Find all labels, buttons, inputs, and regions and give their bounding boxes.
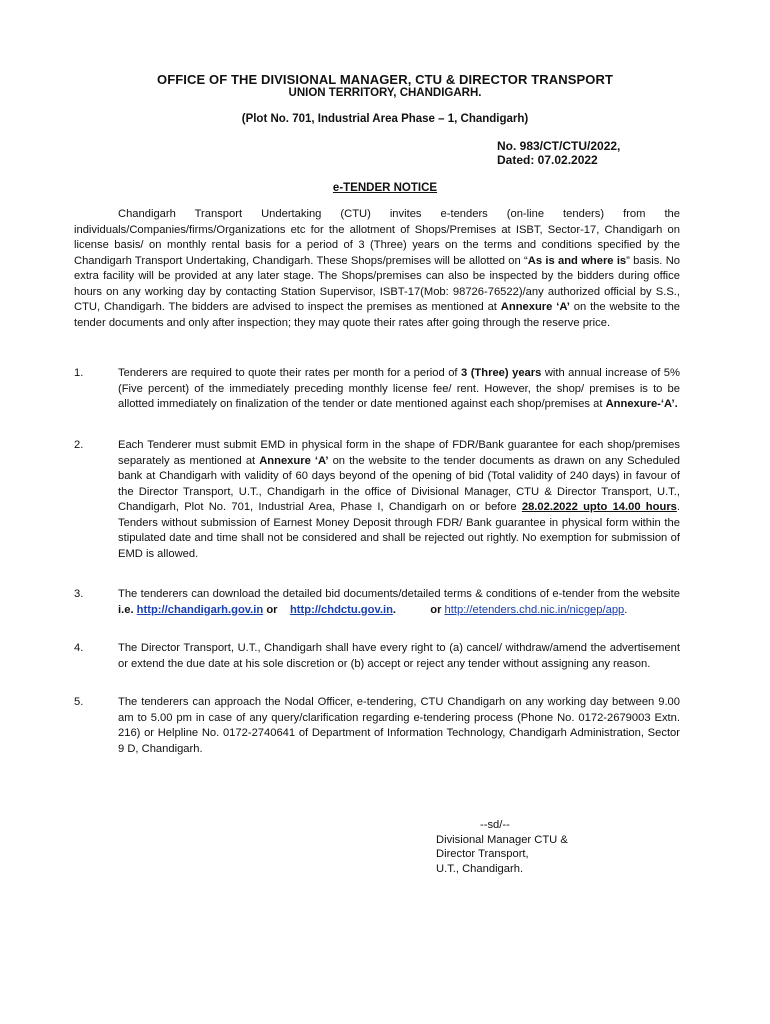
item-number: 1. [74, 367, 84, 379]
list-item-2 [74, 438, 680, 562]
intro-bold-as-is: As is and where is [527, 254, 627, 267]
item-2-bold-annexure: Annexure ‘A’ [259, 454, 329, 467]
item-text: The tenderers can approach the Nodal Officer, e-tendering, CTU Chandigarh on any working day between 9.00 am to 5.00 pm in case of any query/clarification regarding e-tendering process (Phone No. 0172-2679003 Extn. 216) or Helpline No. 0172-2740641 of Department of Information Technology, Chandigarh Administration, Sector 9 D, Chandigarh. [118, 696, 680, 755]
item-number: 4. [74, 642, 84, 654]
chandigarh-gov-link[interactable]: http://chandigarh.gov.in [136, 603, 264, 616]
signature-designation: Divisional Manager CTU & [436, 833, 568, 846]
item-3-or-1: or [266, 603, 278, 616]
item-2-deadline: 28.02.2022 upto 14.00 hours [521, 501, 677, 513]
item-number: 3. [74, 588, 84, 600]
item-text: The Director Transport, U.T., Chandigarh shall have every right to (a) cancel/ withdraw/amend the advertisement or extend the due date at his sole discretion or (b) accept or reject any tender without assigning any reason. [118, 642, 680, 670]
list-item-4 [74, 641, 680, 672]
office-subheading: UNION TERRITORY, CHANDIGARH. [288, 87, 482, 99]
list-item-1 [74, 366, 680, 413]
signature-block [436, 818, 568, 876]
item-3-or-2: or [430, 603, 442, 616]
intro-bold-annexure: Annexure ‘A’ [500, 301, 570, 313]
intro-text-2: ” basis. No extra facility will be provided at any later stage. The Shops/premises can also be inspected by the bidders during office hours on any working day by contacting Station Supervisor, ISBT-17(Mob: 98726-76522)/any authorized official by S.S., CTU, Chandigarh. The bidders are advised to inspect the premises as mentioned at [74, 254, 680, 313]
item-number: 2. [74, 439, 84, 451]
item-text [118, 587, 680, 618]
item-1-bold-years: 3 (Three) years [461, 367, 542, 379]
item-1-bold-annexure: Annexure-‘A’. [605, 398, 678, 410]
signature-location: U.T., Chandigarh. [436, 862, 524, 875]
office-address: (Plot No. 701, Industrial Area Phase – 1, Chandigarh) [241, 113, 529, 125]
reference-block [497, 139, 620, 167]
notice-title [0, 182, 770, 194]
item-2-text-a: Each Tenderer must submit EMD in physical form in the shape of FDR/Bank guarantee for each shop/premises separately as mentioned at [118, 439, 680, 467]
item-3-end: . [624, 603, 628, 616]
reference-date: Dated: 07.02.2022 [497, 153, 598, 167]
item-3-ie: i.e. [118, 603, 134, 616]
list-item-5 [74, 695, 680, 757]
signature-sd: --sd/-- [480, 819, 510, 831]
notice-title-text: e-TENDER NOTICE [332, 182, 438, 194]
item-1-text-c: with annual increase of 5% (Five percent) of the immediately preceding monthly license fee/ rent. However, the shop/ premises is to be allotted immediately on finalization of the tender or date mentioned against each shop/premises at [118, 367, 680, 410]
intro-text-1: Chandigarh Transport Undertaking (CTU) invites e-tenders (on-line tenders) from the individuals/Companies/firms/Organizations etc for the allotment of Shops/Premises at ISBT, Sector-17, Chandigarh on license basis/ on monthly rental basis for a period of 3 (Three) years on the terms and conditions specified by the Chandigarh Transport Undertaking, Chandigarh. These Shops/premises will be allotted on “ [74, 208, 680, 267]
reference-number: No. 983/CT/CTU/2022, [497, 139, 621, 153]
item-2-text-e: . Tenders without submission of Earnest Money Deposit through FDR/ Bank guarantee in physical form within the stipulated date and time shall not be considered and shall be rejected out rightly. No exemption for submission of EMD is allowed. [118, 501, 680, 560]
item-3-text-a: The tenderers can download the detailed bid documents/detailed terms & conditions of e-tender from the website [118, 588, 680, 600]
signature-title: Director Transport, [436, 848, 529, 860]
intro-text-3: on the website to the tender documents and only after inspection; they may quote their rates after going through the reserve price. [74, 301, 681, 329]
office-heading: OFFICE OF THE DIVISIONAL MANAGER, CTU & DIRECTOR TRANSPORT [157, 72, 613, 87]
item-2-text-c: on the website to the tender documents as drawn on any Scheduled bank at Chandigarh with validity of 60 days beyond of the opening of bid (Total validity of 240 days) in favour of the Director Transport, U.T., Chandigarh in the office of Divisional Manager, CTU & Director Transport, U.T., Chandigarh, Plot No. 701, Industrial Area, Phase I, Chandigarh on or before [118, 454, 680, 513]
item-number: 5. [74, 696, 84, 708]
etenders-link[interactable]: http://etenders.chd.nic.in/nicgep/app [444, 603, 625, 616]
item-text [118, 438, 680, 562]
item-3-dot: . [392, 603, 397, 616]
item-1-text-a: Tenderers are required to quote their rates per month for a period of [118, 367, 462, 379]
intro-paragraph [74, 207, 680, 331]
item-text [118, 366, 680, 413]
list-item-3 [74, 587, 680, 618]
chdctu-gov-link[interactable]: http://chdctu.gov.in [289, 603, 393, 616]
